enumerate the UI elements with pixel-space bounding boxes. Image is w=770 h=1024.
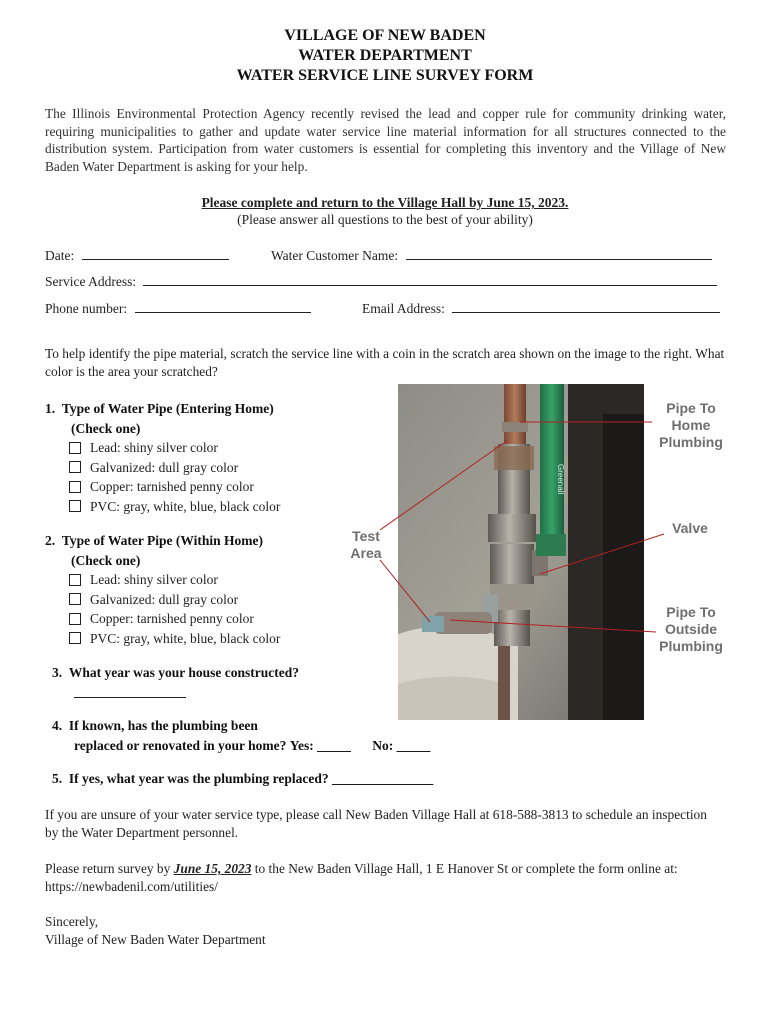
title-department: WATER DEPARTMENT — [298, 47, 472, 64]
q4-no[interactable]: No: _____ — [372, 737, 431, 753]
label-valve: Valve — [672, 520, 708, 536]
label-pipe-to-outside — [648, 604, 734, 655]
return-before-text: Please return survey by — [45, 861, 174, 876]
title-form: WATER SERVICE LINE SURVEY FORM — [236, 67, 534, 84]
unsure-paragraph: If you are unsure of your water service type, please call New Baden Village Hall at 618-588-3813 to schedule an inspection by the Water Department personnel. — [45, 807, 707, 840]
title-village: VILLAGE OF NEW BADEN — [284, 27, 486, 44]
return-date: June 15, 2023 — [173, 861, 252, 876]
option-label: PVC: gray, white, blue, black color — [90, 498, 281, 514]
option-label: Copper: tarnished penny color — [90, 611, 254, 626]
intro-paragraph: The Illinois Environmental Protection Agency recently revised the lead and copper rule for community drinking water, requiring municipalities to gather and update water service line material information for all structures connected to the distribution system. Participation from water customers is essential for completing this inventory and the Village of New Baden Water Department is asking for your help. — [45, 106, 726, 174]
q4-number: 4. — [52, 718, 63, 733]
q5-title[interactable]: If yes, what year was the plumbing replaced? _______________ — [68, 771, 434, 786]
email-label: Email Address: — [362, 301, 445, 316]
q1-number: 1. — [45, 401, 56, 416]
return-survey-paragraph — [45, 860, 715, 895]
customer-name-label: Water Customer Name: — [271, 248, 399, 263]
closing-sincerely: Sincerely, — [45, 914, 99, 929]
label-line: Plumbing — [659, 638, 723, 654]
option-label: Copper: tarnished penny color — [90, 479, 254, 494]
option-label: Galvanized: dull gray color — [90, 591, 239, 607]
option-label: Lead: shiny silver color — [90, 572, 218, 587]
q4-title-line2: replaced or renovated in your home? — [74, 737, 287, 753]
q1-title: Type of Water Pipe (Entering Home) — [61, 401, 274, 416]
answer-note: (Please answer all questions to the best of your ability) — [237, 212, 533, 227]
return-after-text: to the New Baden Village Hall, 1 E Hanover St or complete the form online at: https://newbadenil.com/utilities/ — [45, 861, 678, 894]
q1-subtitle: (Check one) — [71, 420, 141, 436]
test-area-pointer-lower — [380, 560, 430, 622]
pipe-outside-pointer — [450, 620, 656, 632]
closing-signature: Village of New Baden Water Department — [45, 932, 266, 947]
label-line: Pipe To — [666, 400, 716, 416]
option-label: Galvanized: dull gray color — [90, 459, 239, 475]
option-label: PVC: gray, white, blue, black color — [90, 630, 281, 646]
label-line: Plumbing — [659, 434, 723, 450]
q2-title: Type of Water Pipe (Within Home) — [61, 533, 263, 548]
label-pipe-to-home — [648, 400, 734, 451]
test-area-pointer-upper — [380, 440, 508, 530]
label-test-area — [344, 528, 388, 562]
q4-yes[interactable]: Yes: _____ — [289, 737, 351, 753]
label-line: Outside — [664, 621, 718, 637]
date-label: Date: — [45, 248, 75, 263]
q2-subtitle: (Check one) — [71, 552, 141, 568]
hose-brand-text: Greenall — [556, 464, 565, 495]
pipe-help-text: To help identify the pipe material, scratch the service line with a coin in the scratch area shown on the image to the right. What color is the area your scratched? — [45, 346, 725, 379]
q5-number: 5. — [52, 771, 63, 786]
option-label: Lead: shiny silver color — [90, 440, 218, 455]
valve-pointer — [540, 534, 664, 574]
q4-title-line1: If known, has the plumbing been — [68, 718, 258, 733]
label-line: Pipe To — [666, 604, 716, 620]
q2-number: 2. — [45, 533, 56, 548]
q3-number: 3. — [52, 665, 63, 680]
q3-title: What year was your house constructed? — [68, 665, 300, 680]
label-line: Test — [352, 528, 380, 544]
phone-label: Phone number: — [45, 301, 128, 316]
label-line: Home — [671, 417, 711, 433]
service-address-label: Service Address: — [45, 274, 137, 289]
label-line: Area — [350, 545, 382, 561]
return-instruction: Please complete and return to the Village Hall by June 15, 2023. — [201, 195, 569, 210]
